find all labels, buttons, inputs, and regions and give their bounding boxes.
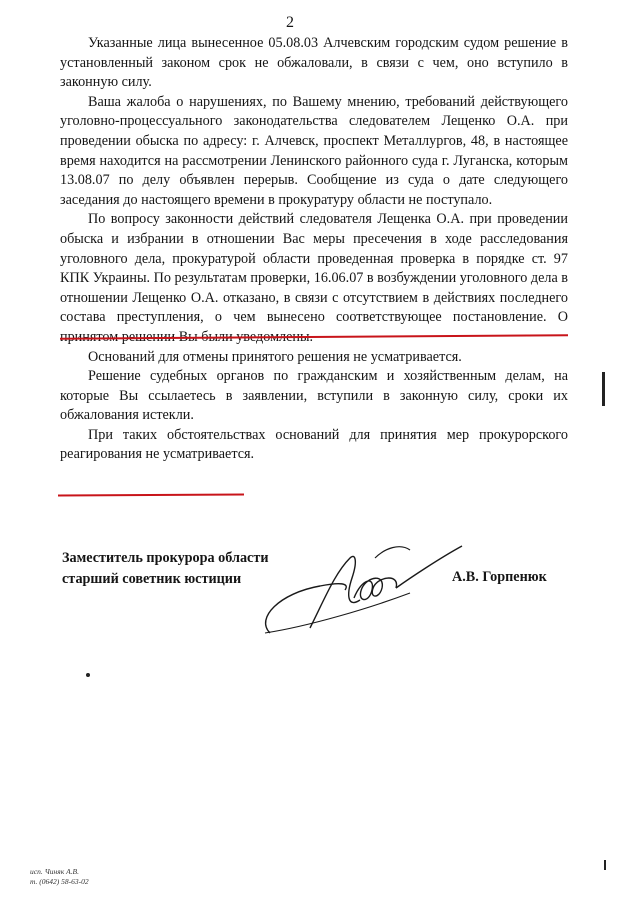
paragraph-complaint: Ваша жалоба о нарушениях, по Вашему мнению, требований действующего уголовно-процессуального законодательства следователем Лещенко О.А. при проведении обыска по адресу: г. Алчевск, проспект Металлургов, 48, в настоящее время находится на рассмотрении Ленинского районного суда г. Луганска, которым 13.08.07 по делу объявлен перерыв. Сообщение из суда о дате следующего заседания до настоящего времени в прокуратуру области не поступало. xyxy=(60,93,568,208)
scan-mark-bottom-right xyxy=(604,860,606,870)
letter-body xyxy=(60,34,568,465)
paragraph-court-decision: Указанные лица вынесенное 05.08.03 Алчевским городским судом решение в установленный законом срок не обжаловали, в связи с чем, оно вступило в законную силу. xyxy=(60,35,568,91)
paragraph-civil-cases: Решение судебных органов по гражданским и хозяйственным делам, на которые Вы ссылаетесь в заявлении, вступили в законную силу, сроки их обжалования истекли. xyxy=(60,368,568,424)
red-underline-conclusion xyxy=(58,494,244,497)
signatory-title-line1: Заместитель прокурора области xyxy=(62,550,269,566)
paragraph-no-grounds: Оснований для отмены принятого решения не усматривается. xyxy=(88,348,462,365)
signatory-title xyxy=(62,548,269,590)
executor-phone: т. (0642) 58-63-02 xyxy=(30,877,89,886)
paragraph-investigation: По вопросу законности действий следователя Лещенка О.А. при проведении обыска и избрании в отношении Вас меры пресечения в ходе расследования уголовного дела, прокуратурой области проведенная проверка в порядке ст. 97 КПК Украины. По результатам проверки, 16.06.07 в возбуждении уголовного дела в отношении Лещенко О.А. отказано, в связи с отсутствием в действиях последнего состава преступления, о чем вынесено соответствующее постановление. О xyxy=(60,211,568,326)
scan-mark-right xyxy=(602,372,605,406)
page-number: 2 xyxy=(286,14,294,31)
signatory-name: А.В. Горпенюк xyxy=(452,569,547,585)
scan-dot xyxy=(86,673,90,677)
handwritten-signature xyxy=(250,538,470,643)
paragraph-conclusion: При таких обстоятельствах оснований для принятия мер прокурорского реагирования не усматривается. xyxy=(60,426,568,463)
executor-name: исп. Чиняк А.В. xyxy=(30,867,79,876)
signatory-title-line2: старший советник юстиции xyxy=(62,571,242,587)
footer-executor xyxy=(30,867,89,887)
